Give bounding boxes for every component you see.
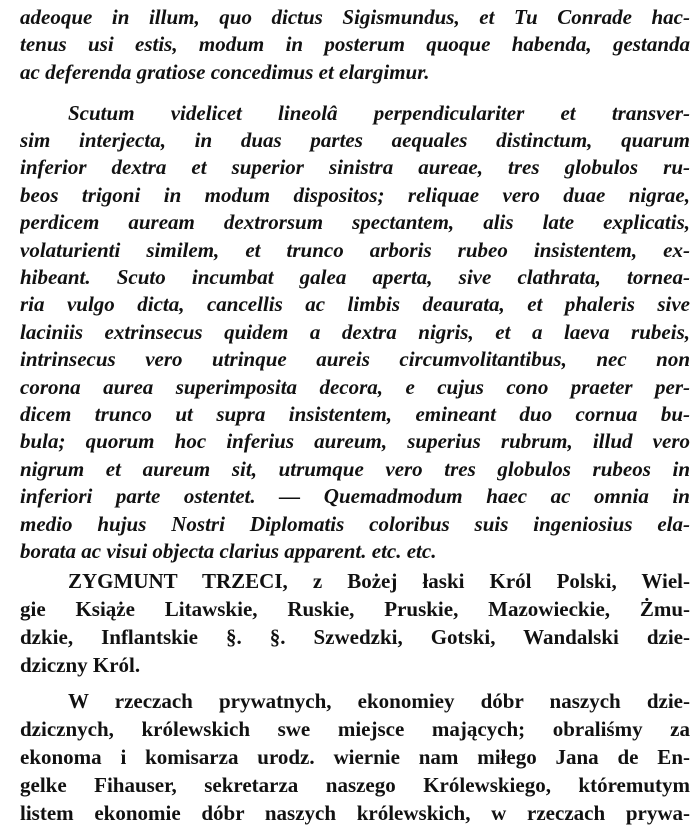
text-line: nigrum et aureum sit, utrumque vero tres globulos rubeos in	[20, 457, 690, 481]
text-line: dzicznych, królewskich swe miejsce mających; obraliśmy za	[20, 717, 690, 741]
text-line: hibeant. Scuto incumbat galea aperta, sive clathrata, tornea-	[20, 265, 690, 289]
text-line: ZYGMUNT TRZECI, z Bożej łaski Król Polski, Wiel-	[68, 569, 690, 593]
text-line: listem ekonomie dóbr naszych królewskich, w rzeczach prywa-	[20, 801, 690, 825]
text-line: adeoque in illum, quo dictus Sigismundus, et Tu Conrade hac-	[20, 5, 690, 29]
text-line: gelke Fihauser, sekretarza naszego Królewskiego, któremutym	[20, 773, 690, 797]
text-line: borata ac visui objecta clarius apparent. etc. etc.	[20, 539, 437, 563]
text-line: inferiori parte ostentet. — Quemadmodum haec ac omnia in	[20, 484, 690, 508]
text-line: ekonoma i komisarza urodz. wiernie nam miłego Jana de En-	[20, 745, 690, 769]
text-line: tenus usi estis, modum in posterum quoque habenda, gestanda	[20, 32, 690, 56]
text-line: bula; quorum hoc inferius aureum, superius rubrum, illud vero	[20, 429, 690, 453]
text-line: dzkie, Inflantskie §. §. Szwedzki, Gotski, Wandalski dzie-	[20, 625, 690, 649]
text-line: medio hujus Nostri Diplomatis coloribus suis ingeniosius ela-	[20, 512, 690, 536]
text-line: ac deferenda gratiose concedimus et elargimur.	[20, 60, 430, 84]
text-line: volaturienti similem, et trunco arboris rubeo insistentem, ex-	[20, 238, 690, 262]
text-line: beos trigoni in modum dispositos; reliquae vero duae nigrae,	[20, 183, 690, 207]
text-line: sim interjecta, in duas partes aequales distinctum, quarum	[20, 128, 690, 152]
text-line: inferior dextra et superior sinistra aureae, tres globulos ru-	[20, 155, 690, 179]
text-line: dicem trunco ut supra insistentem, emineant duo cornua bu-	[20, 402, 690, 426]
text-line: dziczny Król.	[20, 653, 141, 677]
text-line: corona aurea superimposita decora, e cujus cono praeter per-	[20, 375, 690, 399]
text-line: laciniis extrinsecus quidem a dextra nigris, et a laeva rubeis,	[20, 320, 690, 344]
text-line: perdicem auream dextrorsum spectantem, alis late explicatis,	[20, 210, 690, 234]
text-line: gie Książe Litawskie, Ruskie, Pruskie, Mazowieckie, Żmu-	[20, 597, 690, 621]
text-line: W rzeczach prywatnych, ekonomiey dóbr naszych dzie-	[68, 689, 690, 713]
text-line: ria vulgo dicta, cancellis ac limbis deaurata, et phaleris sive	[20, 292, 690, 316]
text-line: Scutum videlicet lineolâ perpendiculariter et transver-	[68, 101, 690, 125]
text-line: intrinsecus vero utrinque aureis circumvolitantibus, nec non	[20, 347, 690, 371]
